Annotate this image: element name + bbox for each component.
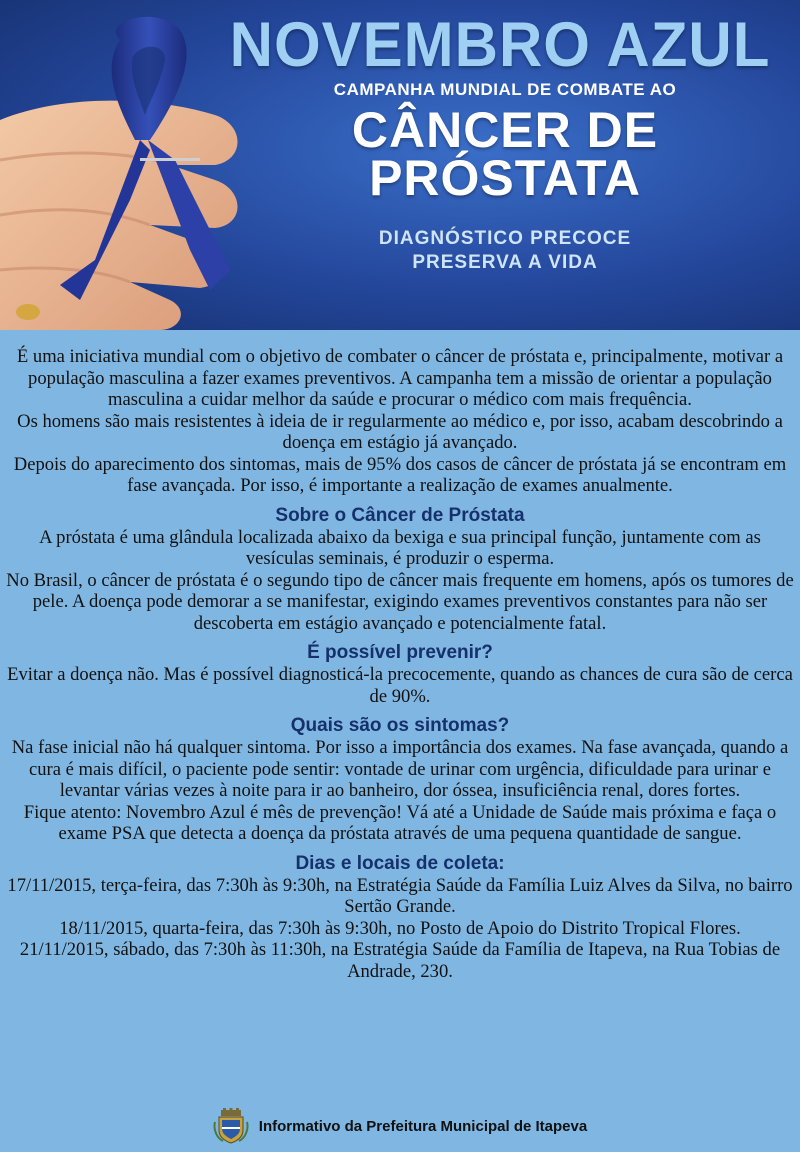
sobre-paragraph: A próstata é uma glândula localizada abaixo da bexiga e sua principal função, juntamente com as vesículas seminais, é produzir o esperma. [39,526,761,569]
banner-cancer-line2: PRÓSTATA [369,150,641,206]
coleta-item: 21/11/2015, sábado, das 7:30h às 11:30h, na Estratégia Saúde da Família de Itapeva, na Rua Tobias de Andrade, 230. [19,939,781,982]
footer [0,1106,800,1146]
municipal-crest-icon [213,1108,249,1144]
intro-paragraph: É uma iniciativa mundial com o objetivo de combater o câncer de próstata e, principalmente, motivar a população masculina a fazer exames preventivos. A campanha tem a missão de orientar a população masculina a cuidar melhor da saúde e procurar o médico com mais frequência. [16,346,784,410]
coleta-item: 18/11/2015, quarta-feira, das 7:30h às 9:30h, no Posto de Apoio do Distrito Tropical Flores. [59,917,741,939]
banner-title: NOVEMBRO AZUL [229,9,771,80]
banner-cancer-line1: CÂNCER DE [351,102,659,158]
campaign-banner [0,0,800,330]
footer-text: Informativo da Prefeitura Municipal de Itapeva [258,1117,588,1135]
banner-tagline-line2: PRESERVA A VIDA [412,252,598,273]
sintomas-paragraph: Fique atento: Novembro Azul é mês de prevenção! Vá até a Unidade de Saúde mais próxima e faça o exame PSA que detecta a doença da próstata através de uma pequena quantidade de sangue. [23,801,777,844]
prevenir-paragraph: Evitar a doença não. Mas é possível diagnosticá-la precocemente, quando as chances de cura são de cerca de 90%. [7,664,793,707]
section-heading-sobre: Sobre o Câncer de Próstata [275,504,525,526]
article-body [0,330,800,982]
section-heading-sintomas: Quais são os sintomas? [290,715,510,736]
sobre-paragraph: No Brasil, o câncer de próstata é o segundo tipo de câncer mais frequente em homens, após os tumores de pele. A doença pode demorar a se manifestar, exigindo exames preventivos constantes para não ser descoberta em estágio avançado e potencialmente fatal. [6,569,794,634]
sintomas-paragraph: Na fase inicial não há qualquer sintoma. Por isso a importância dos exames. Na fase avançada, quando a cura é mais difícil, o paciente pode sentir: vontade de urinar com urgência, dificuldade para urinar e levantar várias vezes à noite para ir ao banheiro, dor óssea, insuficiência renal, dores fortes. [11,737,789,801]
banner-tagline-line1: DIAGNÓSTICO PRECOCE [378,228,632,249]
intro-paragraph: Depois do aparecimento dos sintomas, mais de 95% dos casos de câncer de próstata já se encontram em fase avançada. Por isso, é importante a realização de exames anualmente. [13,453,787,496]
banner-subtitle: CAMPANHA MUNDIAL DE COMBATE AO [333,80,677,99]
section-heading-coleta: Dias e locais de coleta: [295,852,505,874]
section-heading-prevenir: É possível prevenir? [307,642,493,663]
coleta-item: 17/11/2015, terça-feira, das 7:30h às 9:30h, na Estratégia Saúde da Família Luiz Alves da Silva, no bairro Sertão Grande. [7,874,793,917]
intro-paragraph: Os homens são mais resistentes à ideia de ir regularmente ao médico e, por isso, acabam descobrindo a doença em estágio já avançado. [17,410,783,453]
